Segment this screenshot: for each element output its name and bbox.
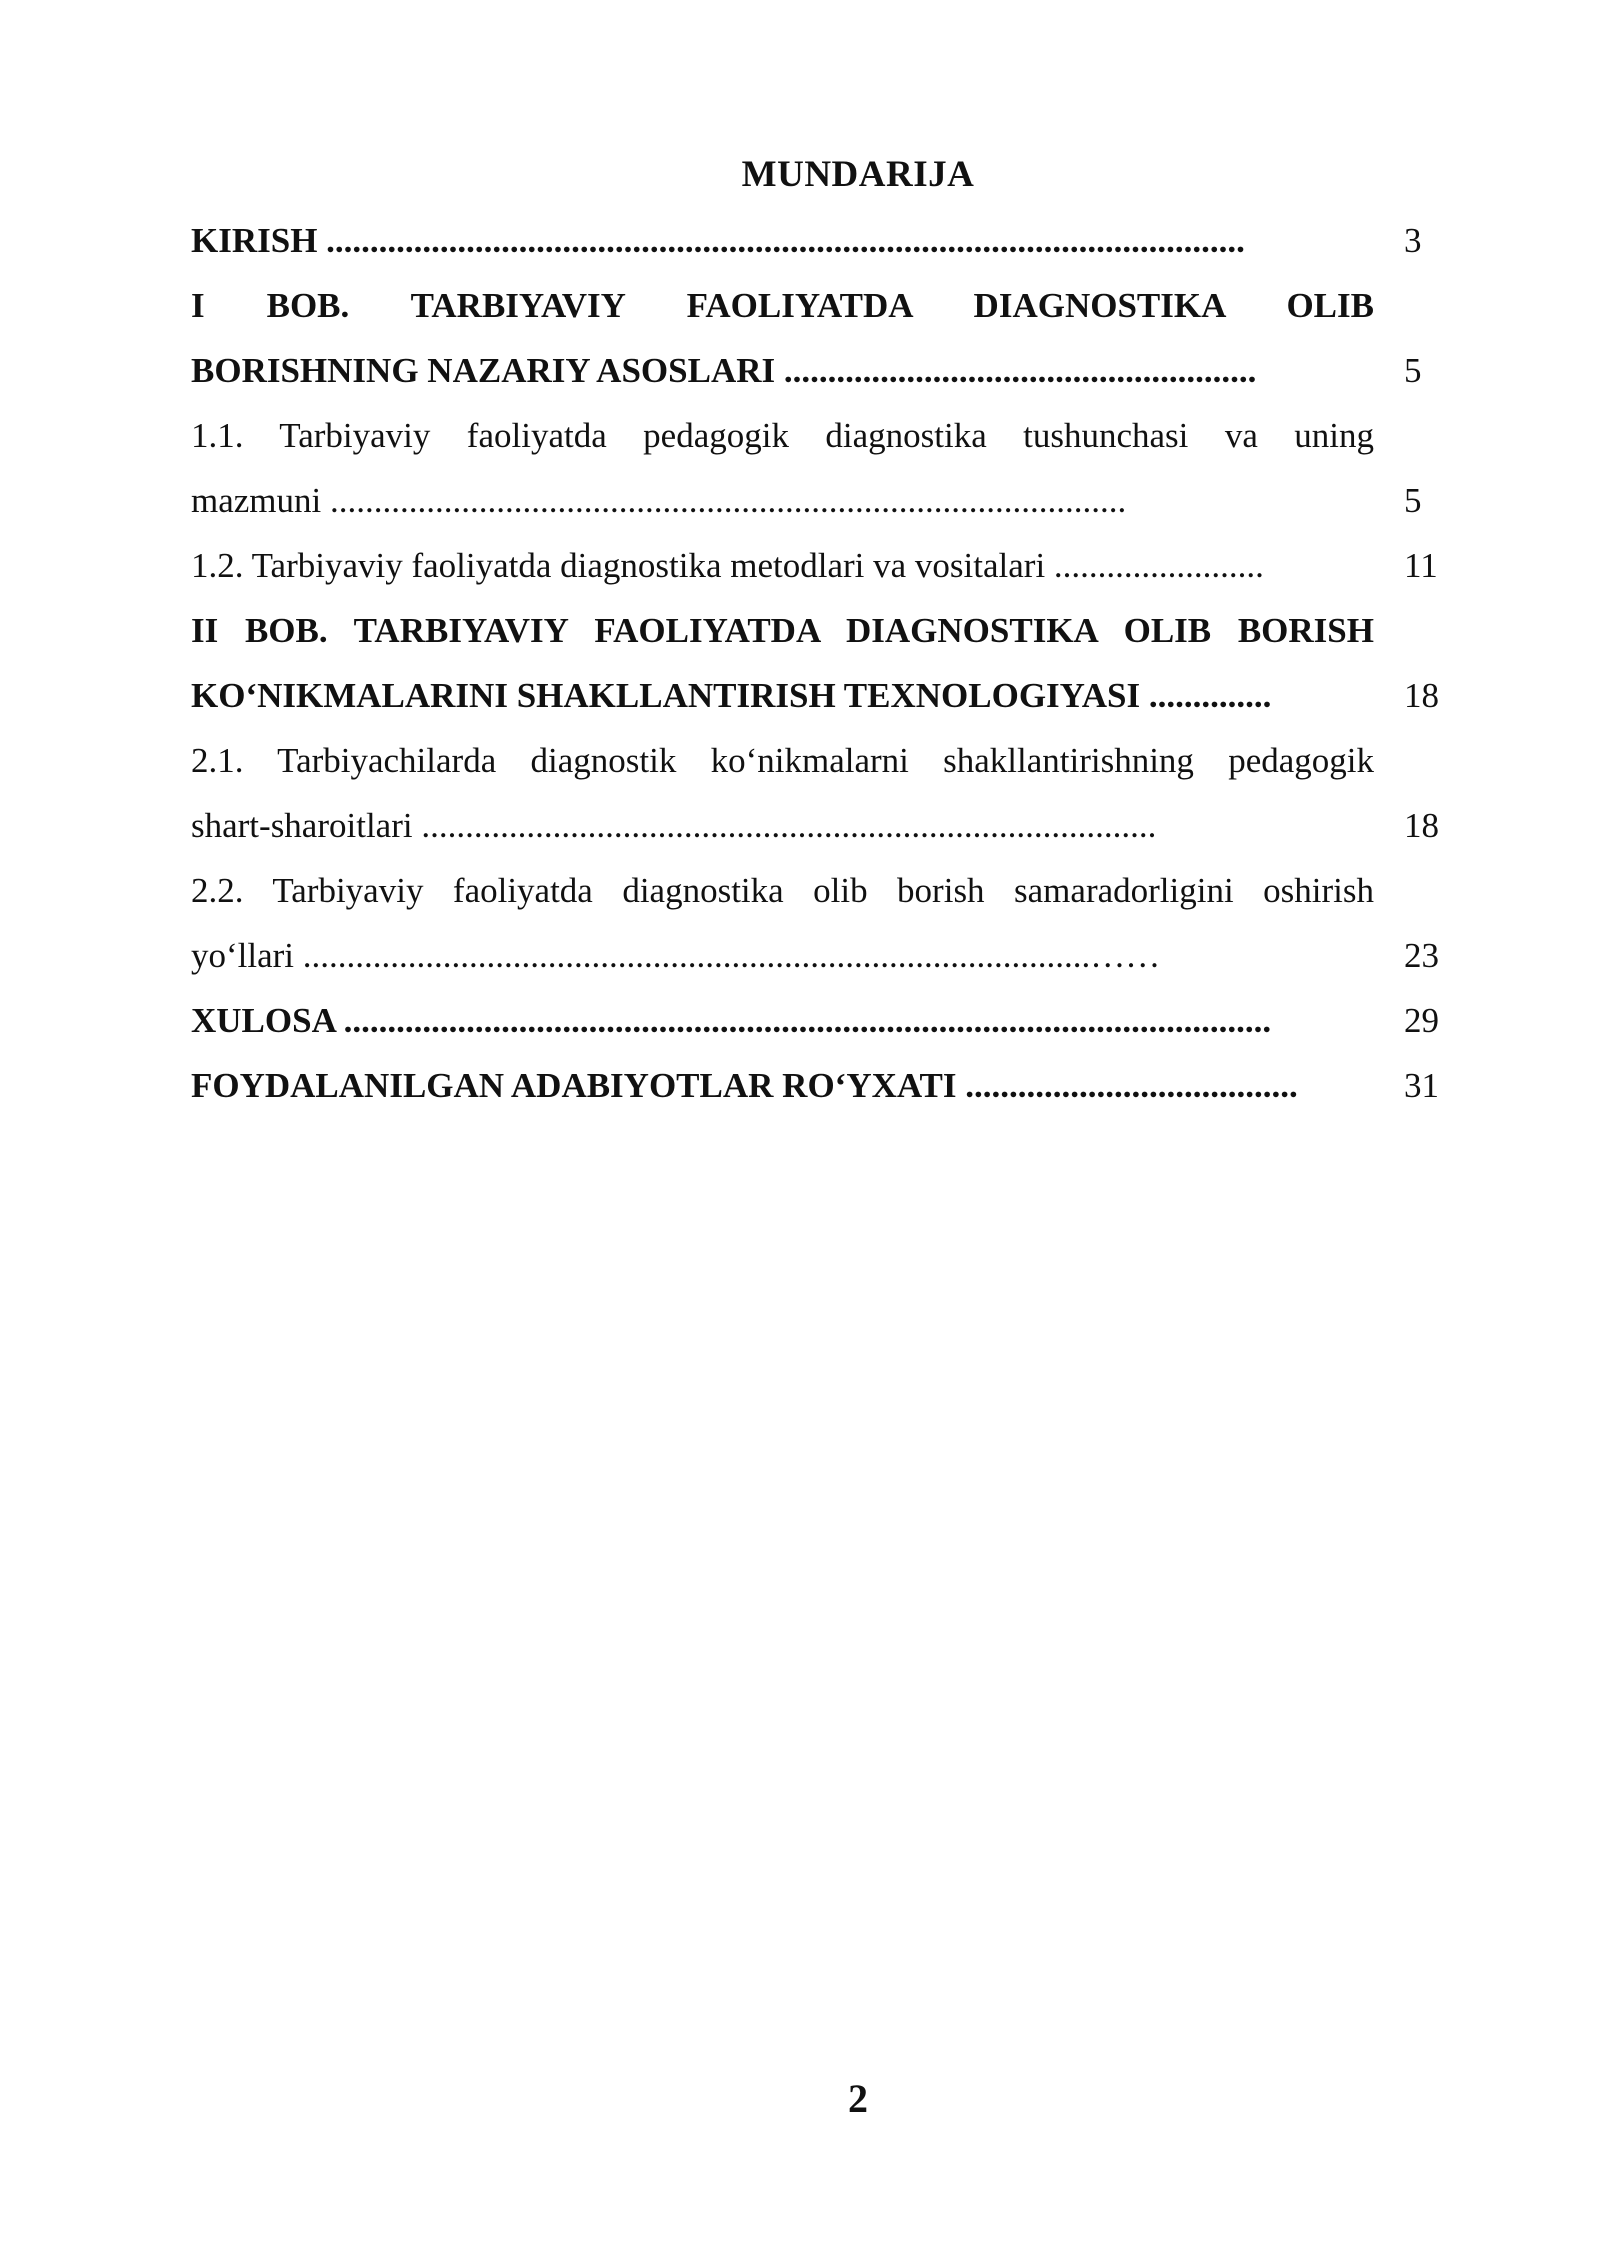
toc-entry-1-1-line-2 [191, 468, 1447, 533]
toc-entry-page: 5 [1404, 351, 1422, 390]
toc-entry-chapter-1-line-1 [191, 273, 1447, 338]
toc-entry-text: 1.2. Tarbiyaviy faoliyatda diagnostika metodlari va vositalari ........................ [191, 546, 1264, 585]
toc-entry-text: 2.1. Tarbiyachilarda diagnostik ko‘nikmalarni shakllantirishning pedagogik [191, 741, 1374, 780]
toc-entry-text: shart-sharoitlari .................................................................................... [191, 806, 1157, 845]
toc-entry-kirish [191, 208, 1447, 273]
page-number: 2 [848, 2076, 868, 2121]
toc-entry-text: 2.2. Tarbiyaviy faoliyatda diagnostika olib borish samaradorligini oshirish [191, 871, 1374, 910]
toc-entry-page: 29 [1404, 1001, 1439, 1040]
toc-entry-text: mazmuni ........................................................................................... [191, 481, 1127, 520]
toc-entry-adabiyotlar [191, 1053, 1447, 1118]
toc-entry-text: KIRISH ......................................................................................................... [191, 221, 1245, 260]
toc-entry-page: 31 [1404, 1066, 1439, 1105]
toc-entry-chapter-1-line-2 [191, 338, 1447, 403]
toc-entry-1-2 [191, 533, 1447, 598]
toc-entry-text: I BOB. TARBIYAVIY FAOLIYATDA DIAGNOSTIKA OLIB [191, 286, 1374, 325]
toc-entry-text: 1.1. Tarbiyaviy faoliyatda pedagogik diagnostika tushunchasi va uning [191, 416, 1374, 455]
toc-entry-page: 5 [1404, 481, 1422, 520]
toc-entry-page: 11 [1404, 546, 1438, 585]
toc-entry-2-1-line-1 [191, 728, 1447, 793]
toc-entry-page: 3 [1404, 221, 1422, 260]
toc-entry-page: 18 [1404, 806, 1439, 845]
toc-entry-2-2-line-1 [191, 858, 1447, 923]
toc-entry-text: BORISHNING NAZARIY ASOSLARI ...................................................... [191, 351, 1257, 390]
toc-entry-text: II BOB. TARBIYAVIY FAOLIYATDA DIAGNOSTIKA OLIB BORISH [191, 611, 1374, 650]
toc-entry-page: 23 [1404, 936, 1439, 975]
toc-entry-chapter-2-line-1 [191, 598, 1447, 663]
toc-entry-xulosa [191, 988, 1447, 1053]
toc-entry-1-1-line-1 [191, 403, 1447, 468]
toc-entry-2-2-line-2 [191, 923, 1447, 988]
toc-entry-text: FOYDALANILGAN ADABIYOTLAR RO‘YXATI ...................................... [191, 1066, 1298, 1105]
toc-entry-chapter-2-line-2 [191, 663, 1447, 728]
toc-entry-2-1-line-2 [191, 793, 1447, 858]
toc-entry-text: yo‘llari ..........................................................................................…… [191, 936, 1161, 975]
toc-entry-text: KO‘NIKMALARINI SHAKLLANTIRISH TEXNOLOGIYASI .............. [191, 676, 1272, 715]
table-of-contents [191, 208, 1447, 1118]
toc-entry-page: 18 [1404, 676, 1439, 715]
toc-title: MUNDARIJA [741, 154, 975, 195]
toc-entry-text: XULOSA .......................................................................................................... [191, 1001, 1272, 1040]
